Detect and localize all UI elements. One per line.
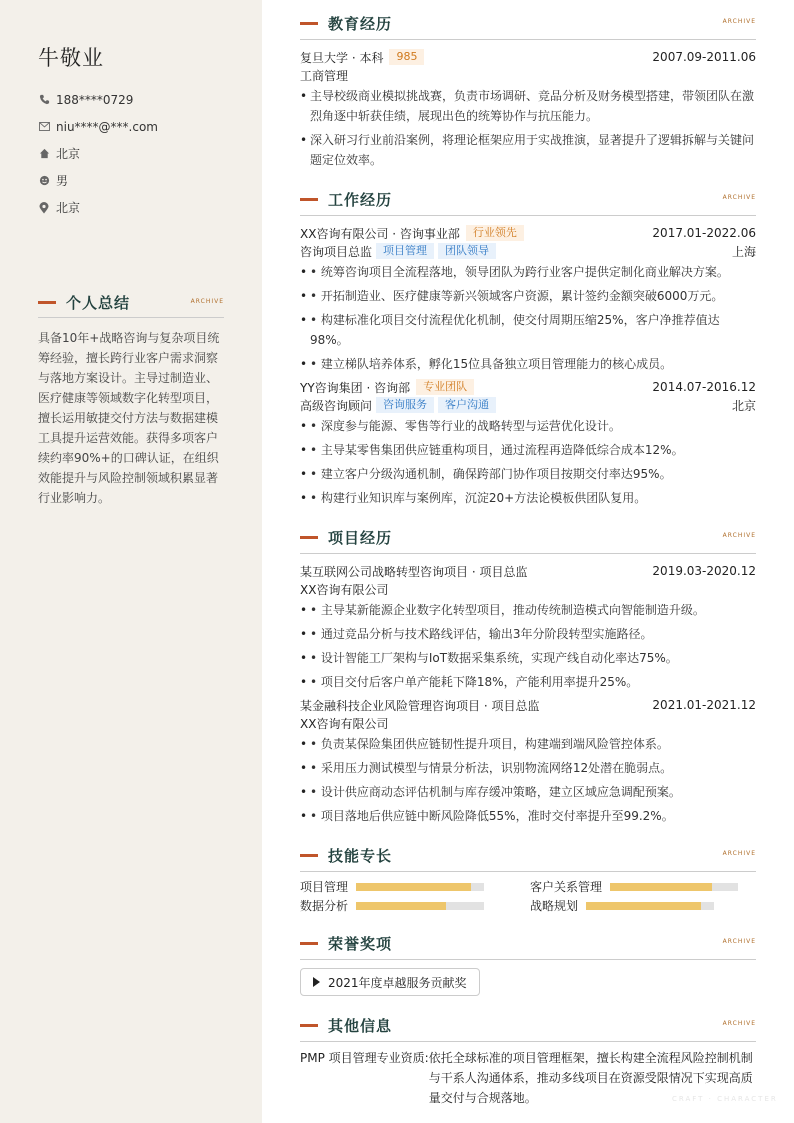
section-tag: ARCHIVE (190, 298, 224, 305)
project-header (300, 696, 756, 714)
list-item: • 深入研习行业前沿案例，将理论框架应用于实战推演，显著提升了逻辑拆解与关键问题定位效率。 (300, 130, 756, 170)
job-role: 高级咨询顾问 (300, 398, 373, 413)
list-item: • • 设计智能工厂架构与IoT数据采集系统，实现产线自动化率达75%。 (300, 648, 756, 668)
work-section (300, 184, 756, 508)
list-item: • • 主导某零售集团供应链重构项目，通过流程再造降低综合成本12%。 (300, 440, 756, 460)
skill-item (300, 878, 530, 895)
section-header (300, 1010, 756, 1042)
job-role-row (300, 242, 756, 260)
project-name: 某金融科技企业风险管理咨询项目 · 项目总监 (300, 698, 540, 713)
skill-item (530, 897, 756, 914)
accent-bar (300, 22, 318, 25)
section-title: 项目经历 (328, 529, 393, 547)
section-header (300, 928, 756, 960)
job-date: 2014.07-2016.12 (652, 380, 756, 394)
job-city: 上海 (731, 244, 756, 259)
job-bullets (300, 262, 756, 374)
skill-tag: 咨询服务 (376, 397, 434, 413)
skill-track (356, 883, 484, 891)
section-tag: ARCHIVE (722, 18, 756, 25)
skill-name: 客户关系管理 (530, 880, 603, 894)
section-title: 个人总结 (66, 294, 131, 312)
accent-bar (300, 854, 318, 857)
skill-item (300, 897, 530, 914)
section-tag: ARCHIVE (722, 938, 756, 945)
project-date: 2021.01-2021.12 (652, 698, 756, 712)
mail-icon (38, 121, 50, 133)
contact-gender (38, 167, 158, 194)
contact-text: 北京 (56, 147, 81, 161)
education-bullets (300, 86, 756, 170)
project-date: 2019.03-2020.12 (652, 564, 756, 578)
contact-home (38, 140, 158, 167)
other-section (300, 1010, 756, 1108)
other-text: 依托全球标准的项目管理框架，擅长构建全流程风险控制机制与干系人沟通体系，推动多线项目在资源受限情况下实现高质量交付与合规落地。 (428, 1051, 753, 1105)
contact-text: 北京 (56, 201, 81, 215)
job-role-row (300, 396, 756, 414)
contact-text: niu****@***.com (56, 119, 158, 134)
section-tag: ARCHIVE (722, 194, 756, 201)
project-header (300, 562, 756, 580)
accent-bar (300, 536, 318, 539)
skill-name: 战略规划 (530, 899, 579, 913)
project-bullets (300, 734, 756, 826)
section-header (300, 522, 756, 554)
accent-bar (38, 301, 56, 304)
job-role: 咨询项目总监 (300, 244, 373, 259)
accent-bar (300, 942, 318, 945)
school-name: 复旦大学 · 本科 (300, 50, 384, 65)
contact-email (38, 113, 158, 140)
section-tag: ARCHIVE (722, 1020, 756, 1027)
section-title: 工作经历 (328, 191, 393, 209)
section-header (300, 184, 756, 216)
company-badge: 专业团队 (416, 379, 474, 395)
skill-fill (356, 902, 446, 910)
section-header (38, 288, 224, 318)
company-badge: 行业领先 (466, 225, 524, 241)
skill-fill (610, 883, 712, 891)
list-item: • • 负责某保险集团供应链韧性提升项目，构建端到端风险管控体系。 (300, 734, 756, 754)
major: 工商管理 (300, 68, 349, 83)
gender-icon (38, 175, 50, 187)
list-item: • • 建立客户分级沟通机制，确保跨部门协作项目按期交付率达95%。 (300, 464, 756, 484)
list-item: • • 深度参与能源、零售等行业的战略转型与运营优化设计。 (300, 416, 756, 436)
project-entry (300, 562, 756, 692)
summary-text: 具备10年+战略咨询与复杂项目统筹经验，擅长跨行业客户需求洞察与落地方案设计。主导过制造业、医疗健康等领域数字化转型项目，擅长运用敏捷交付方法与数据建模工具提升运营效能。获得多项客户续约率90%+的口碑认证，在组织效能提升与风险控制领域积累显著行业影响力。 (38, 331, 220, 505)
triangle-icon (313, 977, 320, 987)
list-item: • • 采用压力测试模型与情景分析法，识别物流网络12处潜在脆弱点。 (300, 758, 756, 778)
sidebar (0, 0, 262, 1123)
job-header (300, 378, 756, 396)
company-name: YY咨询集团 · 咨询部 (300, 380, 411, 395)
list-item: • 主导校级商业模拟挑战赛，负责市场调研、竞品分析及财务模型搭建，带领团队在激烈角逐中斩获佳绩，展现出色的统筹协作与抗压能力。 (300, 86, 756, 126)
skill-tag: 项目管理 (376, 243, 434, 259)
section-tag: ARCHIVE (722, 850, 756, 857)
section-header (300, 8, 756, 40)
list-item: • • 项目落地后供应链中断风险降低55%，准时交付率提升至99.2%。 (300, 806, 756, 826)
project-name: 某互联网公司战略转型咨询项目 · 项目总监 (300, 564, 528, 579)
skill-item (530, 878, 756, 895)
location-icon (38, 202, 50, 214)
watermark: CRAFT · CHARACTER (672, 1095, 778, 1103)
education-date: 2007.09-2011.06 (652, 50, 756, 64)
home-icon (38, 148, 50, 160)
job-header (300, 224, 756, 242)
skill-fill (356, 883, 471, 891)
project-org: XX咨询有限公司 (300, 716, 389, 731)
list-item: • • 主导某新能源企业数字化转型项目，推动传统制造模式向智能制造升级。 (300, 600, 756, 620)
skill-track (356, 902, 484, 910)
contact-list (38, 86, 158, 221)
accent-bar (300, 1024, 318, 1027)
accent-bar (300, 198, 318, 201)
list-item: • • 项目交付后客户单产能耗下降18%，产能利用率提升25%。 (300, 672, 756, 692)
section-title: 荣誉奖项 (328, 935, 393, 953)
section-title: 教育经历 (328, 15, 393, 33)
award-item (300, 968, 480, 996)
list-item: • • 建立梯队培养体系，孵化15位具备独立项目管理能力的核心成员。 (300, 354, 756, 374)
list-item: • • 构建标准化项目交付流程优化机制，使交付周期压缩25%，客户净推荐值达98%。 (300, 310, 756, 350)
person-name: 牛敬业 (38, 46, 104, 70)
list-item: • • 通过竞品分析与技术路线评估，输出3年分阶段转型实施路径。 (300, 624, 756, 644)
job-entry (300, 378, 756, 508)
education-row (300, 48, 756, 66)
skill-track (586, 902, 714, 910)
company-name: XX咨询有限公司 · 咨询事业部 (300, 226, 460, 241)
list-item: • • 构建行业知识库与案例库，沉淀20+方法论模板供团队复用。 (300, 488, 756, 508)
contact-text: 男 (56, 174, 69, 188)
section-title: 其他信息 (328, 1017, 393, 1035)
list-item: • • 统筹咨询项目全流程落地，领导团队为跨行业客户提供定制化商业解决方案。 (300, 262, 756, 282)
project-entry (300, 696, 756, 826)
skill-track (610, 883, 738, 891)
section-title: 技能专长 (328, 847, 393, 865)
job-bullets (300, 416, 756, 508)
job-entry (300, 224, 756, 374)
skill-tag: 客户沟通 (438, 397, 496, 413)
skill-tag: 团队领导 (438, 243, 496, 259)
project-org: XX咨询有限公司 (300, 582, 389, 597)
section-header (300, 840, 756, 872)
job-city: 北京 (731, 398, 756, 413)
awards-section (300, 928, 756, 996)
skills-section (300, 840, 756, 914)
other-label: PMP 项目管理专业资质: (300, 1051, 429, 1065)
skill-fill (586, 902, 701, 910)
skill-name: 数据分析 (300, 899, 349, 913)
contact-phone (38, 86, 158, 113)
skill-name: 项目管理 (300, 880, 349, 894)
list-item: • • 开拓制造业、医疗健康等新兴领域客户资源，累计签约金额突破6000万元。 (300, 286, 756, 306)
award-text: 2021年度卓越服务贡献奖 (328, 975, 467, 990)
main-content (300, 8, 756, 1122)
project-bullets (300, 600, 756, 692)
phone-icon (38, 94, 50, 106)
school-badge: 985 (389, 49, 424, 65)
contact-location (38, 194, 158, 221)
contact-text: 188****0729 (56, 92, 134, 107)
skills-grid (300, 878, 756, 914)
job-date: 2017.01-2022.06 (652, 226, 756, 240)
summary-section (38, 288, 224, 508)
projects-section (300, 522, 756, 826)
list-item: • • 设计供应商动态评估机制与库存缓冲策略，建立区域应急调配预案。 (300, 782, 756, 802)
education-section (300, 8, 756, 170)
section-tag: ARCHIVE (722, 532, 756, 539)
